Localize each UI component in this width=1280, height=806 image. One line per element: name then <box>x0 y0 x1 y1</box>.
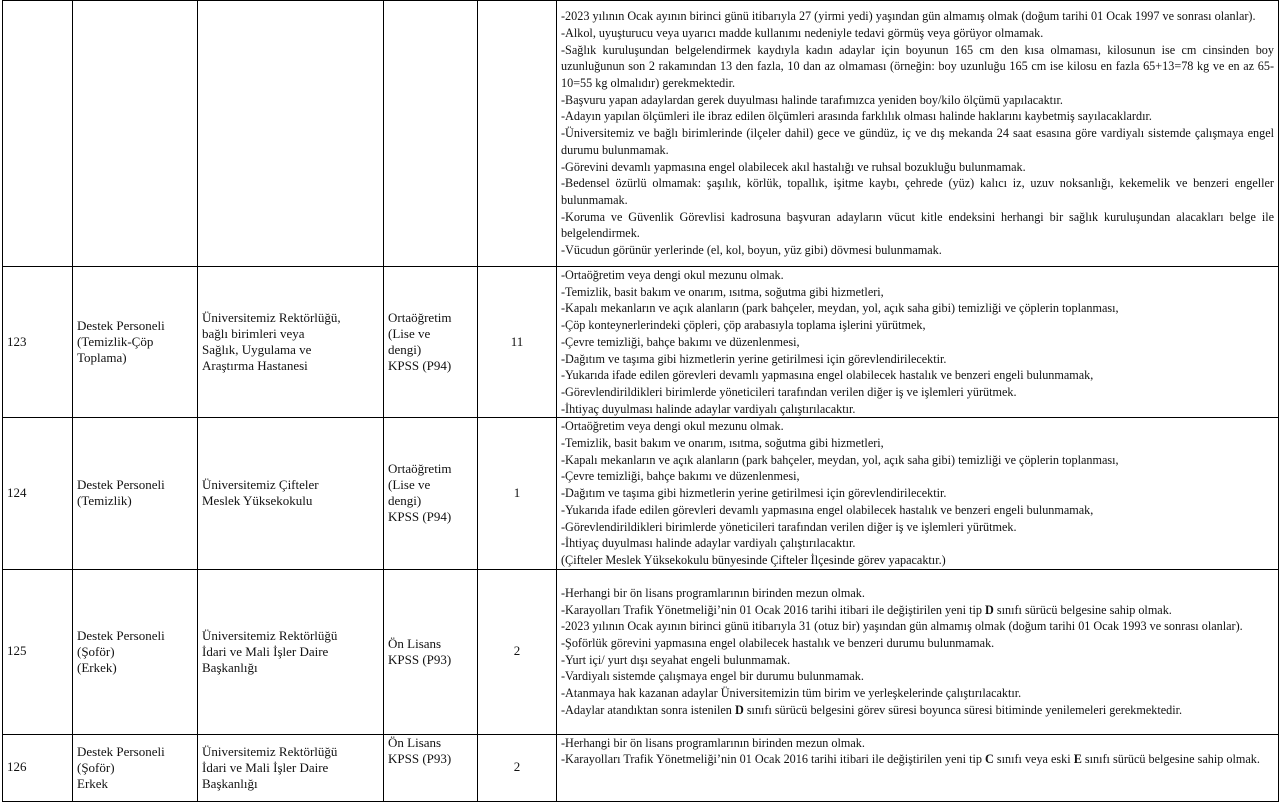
position-number-cell: 125 <box>3 569 73 734</box>
position-title-line: Erkek <box>77 775 109 791</box>
requirement-line: -Çevre temizliği, bahçe bakımı ve düzenlenmesi, <box>561 469 800 484</box>
unit-cell <box>198 569 384 734</box>
unit-line: İdari ve Mali İşler Daire <box>202 759 329 775</box>
position-number-cell: 124 <box>3 418 73 569</box>
requirement-line: -Dağıtım ve taşıma gibi hizmetlerin yerine getirilmesi için görevlendirilecektir. <box>561 486 947 501</box>
position-title-cell <box>73 1 198 267</box>
position-title-cell <box>73 418 198 569</box>
education-line: (Lise ve <box>388 477 431 493</box>
education-line: KPSS (P93) <box>388 750 452 766</box>
requirement-line: -Görevlendirildikleri birimlerde yöneticileri tarafından verilen diğer iş ve işlemleri yürütmek. <box>561 519 1017 534</box>
position-title-cell <box>73 569 198 734</box>
position-number-cell <box>3 1 73 267</box>
position-title-line: (Temizlik) <box>77 493 132 509</box>
requirement-line: -Çöp konteynerlerindeki çöpleri, çöp arabasıyla toplama işlerini yürütmek, <box>561 318 926 333</box>
position-title-line: (Erkek) <box>77 659 117 675</box>
requirement-line: (Çifteler Meslek Yüksekokulu bünyesinde Çifteler İlçesinde görev yapacaktır.) <box>561 552 946 567</box>
education-line: KPSS (P93) <box>388 651 452 667</box>
unit-line: Başkanlığı <box>202 775 258 791</box>
requirement-line: -Vücudun görünür yerlerinde (el, kol, boyun, yüz gibi) dövmesi bulunmamak. <box>561 243 942 258</box>
requirement-line: -Alkol, uyuşturucu veya uyarıcı madde kullanımı nedeniyle tedavi görmüş veya görüyor olmamak. <box>561 25 1044 40</box>
unit-line: Araştırma Hastanesi <box>202 358 308 374</box>
requirement-line: -2023 yılının Ocak ayının birinci günü itibarıyla 27 (yirmi yedi) yaşından gün almamış olmak (doğum tarihi 01 Ocak 1997 ve sonrası olanlar). <box>561 9 1256 24</box>
requirement-line: -İhtiyaç duyulması halinde adaylar vardiyalı çalıştırılacaktır. <box>561 401 856 416</box>
requirement-line: -Bedensel özürlü olmamak: şaşılık, körlük, topallık, işitme kaybı, çehrede (yüz) kalıcı iz, uzuv noksanlığı, kekemelik ve benzeri engeller bulunmamak. <box>561 176 1274 207</box>
requirement-line: -Karayolları Trafik Yönetmeliği’nin 01 Ocak 2016 tarihi itibari ile değiştirilen yeni tip C sınıfı veya eski E sınıfı sürücü belgesine sahip olmak. <box>561 752 1260 767</box>
requirement-line: -Görevlendirildikleri birimlerde yöneticileri tarafından verilen diğer iş ve işlemleri yürütmek. <box>561 384 1017 399</box>
requirements-cell <box>557 418 1279 569</box>
unit-line: İdari ve Mali İşler Daire <box>202 643 329 659</box>
education-line: Ön Lisans <box>388 734 442 750</box>
position-title-line: Destek Personeli <box>77 318 165 334</box>
education-cell <box>384 1 478 267</box>
requirement-line: -Görevini devamlı yapmasına engel olabilecek akıl hastalığı ve ruhsal bozukluğu bulunmamak. <box>561 159 1026 174</box>
requirements-cell <box>557 1 1279 267</box>
requirement-line: -Yurt içi/ yurt dışı seyahat engeli bulunmamak. <box>561 652 791 667</box>
unit-cell <box>198 734 384 801</box>
position-title-line: Toplama) <box>77 350 127 366</box>
unit-cell <box>198 418 384 569</box>
requirement-line: -Adaylar atandıktan sonra istenilen D sınıfı sürücü belgesini görev süresi boyunca süresi bitiminde yenilemeleri gerekmektedir. <box>561 702 1183 717</box>
requirement-line: -Ortaöğretim veya dengi okul mezunu olmak. <box>561 268 784 282</box>
education-cell <box>384 418 478 569</box>
education-cell <box>384 734 478 801</box>
count-cell: 11 <box>478 267 557 418</box>
job-requirements-table <box>2 0 1279 802</box>
requirement-line: -Adayın yapılan ölçümleri ile ibraz edilen ölçümleri arasında farklılık olması halinde haklarını kaybetmiş sayılacaklardır. <box>561 109 1152 124</box>
unit-cell <box>198 267 384 418</box>
count-cell: 2 <box>478 569 557 734</box>
position-title-line: (Şoför) <box>77 759 115 775</box>
unit-line: bağlı birimleri veya <box>202 326 305 342</box>
requirement-line: -Dağıtım ve taşıma gibi hizmetlerin yerine getirilmesi için görevlendirilecektir. <box>561 351 947 366</box>
requirements-cell <box>557 734 1279 801</box>
count-cell <box>478 1 557 267</box>
position-title-line: Destek Personeli <box>77 477 165 493</box>
unit-line: Sağlık, Uygulama ve <box>202 342 312 358</box>
education-line: KPSS (P94) <box>388 358 452 374</box>
unit-line: Meslek Yüksekokulu <box>202 493 313 509</box>
requirement-line: -Yukarıda ifade edilen görevleri devamlı yapmasına engel olabilecek hastalık ve benzeri engeli bulunmamak, <box>561 368 1094 383</box>
table-row <box>3 734 1279 801</box>
requirement-line: -Karayolları Trafik Yönetmeliği’nin 01 Ocak 2016 tarihi itibari ile değiştirilen yeni tip D sınıfı sürücü belgesine sahip olmak. <box>561 602 1172 617</box>
education-line: (Lise ve <box>388 326 431 342</box>
requirement-line: -Temizlik, basit bakım ve onarım, ısıtma, soğutma gibi hizmetleri, <box>561 436 884 451</box>
requirement-line: -Yukarıda ifade edilen görevleri devamlı yapmasına engel olabilecek hastalık ve benzeri engeli bulunmamak, <box>561 502 1094 517</box>
unit-line: Üniversitemiz Çifteler <box>202 477 319 493</box>
position-title-cell <box>73 734 198 801</box>
requirements-cell <box>557 569 1279 734</box>
requirement-line: -2023 yılının Ocak ayının birinci günü itibarıyla 31 (otuz bir) yaşından gün almamış olmak (doğum tarihi 01 Ocak 1993 ve sonrası olanlar). <box>561 619 1243 634</box>
requirement-line: -Herhangi bir ön lisans programlarının birinden mezun olmak. <box>561 735 865 750</box>
unit-line: Başkanlığı <box>202 659 258 675</box>
education-line: dengi) <box>388 493 422 509</box>
unit-line: Üniversitemiz Rektörlüğü <box>202 743 338 759</box>
requirement-line: -Kapalı mekanların ve açık alanların (park bahçeler, meydan, yol, açık saha gibi) temizliği ve çöplerin toplanması, <box>561 301 1119 316</box>
requirements-cell <box>557 267 1279 418</box>
position-number-cell: 126 <box>3 734 73 801</box>
count-cell: 1 <box>478 418 557 569</box>
position-number-cell: 123 <box>3 267 73 418</box>
requirement-line: -Vardiyalı sistemde çalışmaya engel bir durumu bulunmamak. <box>561 669 864 684</box>
table-row <box>3 569 1279 734</box>
unit-cell <box>198 1 384 267</box>
requirement-line: -Koruma ve Güvenlik Görevlisi kadrosuna başvuran adayların vücut kitle endeksini herhangi bir sağlık kuruluşundan alacakları belge ile belgelendirmek. <box>561 209 1274 241</box>
table-row <box>3 418 1279 569</box>
requirement-line: -Üniversitemiz ve bağlı birimlerinde (ilçeler dahil) gece ve gündüz, iç ve dış mekanda 24 saat esasına göre vardiyalı sistemde çalışmaya engel durumu bulunmamak. <box>561 126 1274 157</box>
position-title-cell <box>73 267 198 418</box>
education-line: Ön Lisans <box>388 635 442 651</box>
requirement-line: -Ortaöğretim veya dengi okul mezunu olmak. <box>561 419 784 434</box>
table-row <box>3 267 1279 418</box>
requirement-line: -Kapalı mekanların ve açık alanların (park bahçeler, meydan, yol, açık saha gibi) temizliği ve çöplerin toplanması, <box>561 452 1119 467</box>
table-row <box>3 1 1279 267</box>
unit-line: Üniversitemiz Rektörlüğü <box>202 627 338 643</box>
count-cell: 2 <box>478 734 557 801</box>
requirement-line: -Başvuru yapan adaylardan gerek duyulması halinde tarafımızca yeniden boy/kilo ölçümü yapılacaktır. <box>561 92 1063 107</box>
education-line: KPSS (P94) <box>388 509 452 525</box>
education-cell <box>384 569 478 734</box>
education-cell <box>384 267 478 418</box>
position-title-line: Destek Personeli <box>77 627 165 643</box>
education-line: dengi) <box>388 342 422 358</box>
requirement-line: -Şoförlük görevini yapmasına engel olabilecek hastalık ve benzeri durumu bulunmamak. <box>561 635 995 650</box>
requirement-line: -Herhangi bir ön lisans programlarının birinden mezun olmak. <box>561 585 865 600</box>
requirement-line: -Çevre temizliği, bahçe bakımı ve düzenlenmesi, <box>561 334 800 349</box>
requirement-line: -Sağlık kuruluşundan belgelendirmek kaydıyla kadın adaylar için boyunun 165 cm den kısa olmaması, kilosunun ise cm cinsinden boy uzunluğunun son 2 rakamından 13 den fazla, 10 dan az olmaması (örneğin: boy uzunluğu 165 cm ise kilosu en fazla 65+13=78 kg ve en az 65-10=55 kg olmalıdır) gerekmektedir. <box>561 42 1274 91</box>
requirement-line: -Atanmaya hak kazanan adaylar Üniversitemizin tüm birim ve yerleşkelerinde çalıştırılacaktır. <box>561 686 1022 701</box>
education-line: Ortaöğretim <box>388 461 452 477</box>
unit-line: Üniversitemiz Rektörlüğü, <box>202 310 341 326</box>
education-line: Ortaöğretim <box>388 310 452 326</box>
position-title-line: (Temizlik-Çöp <box>77 334 154 350</box>
requirement-line: -İhtiyaç duyulması halinde adaylar vardiyalı çalıştırılacaktır. <box>561 536 856 551</box>
position-title-line: (Şoför) <box>77 643 115 659</box>
position-title-line: Destek Personeli <box>77 743 165 759</box>
requirement-line: -Temizlik, basit bakım ve onarım, ısıtma, soğutma gibi hizmetleri, <box>561 284 884 299</box>
